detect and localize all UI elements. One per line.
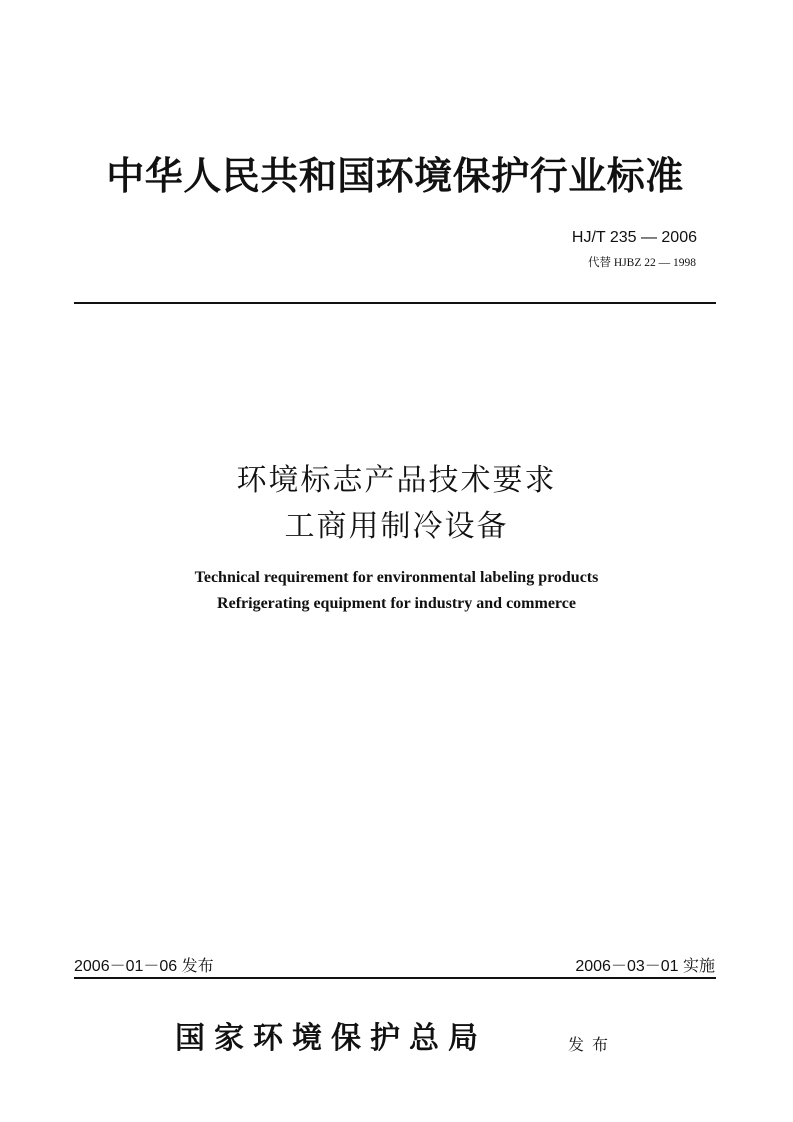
publish-label: 发布 — [568, 1035, 617, 1054]
effective-date: 2006－03－01 实施 — [575, 958, 715, 975]
english-title-line-2: Refrigerating equipment for industry and commerce — [217, 595, 576, 612]
standard-category-heading: 中华人民共和国环境保护行业标准 — [106, 153, 684, 198]
english-title-line-1: Technical requirement for environmental labeling products — [194, 569, 599, 586]
chinese-title-line-2: 工商用制冷设备 — [284, 509, 509, 544]
issue-date: 2006－01－06 发布 — [74, 958, 214, 975]
bottom-divider — [74, 977, 716, 979]
replaces-standard: 代替 HJBZ 22 — 1998 — [588, 257, 696, 269]
issuing-agency: 国家环境保护总局 — [175, 1021, 487, 1056]
standard-code: HJ/T 235 — 2006 — [571, 229, 697, 246]
chinese-title-line-1: 环境标志产品技术要求 — [236, 463, 557, 498]
top-divider — [74, 302, 716, 304]
